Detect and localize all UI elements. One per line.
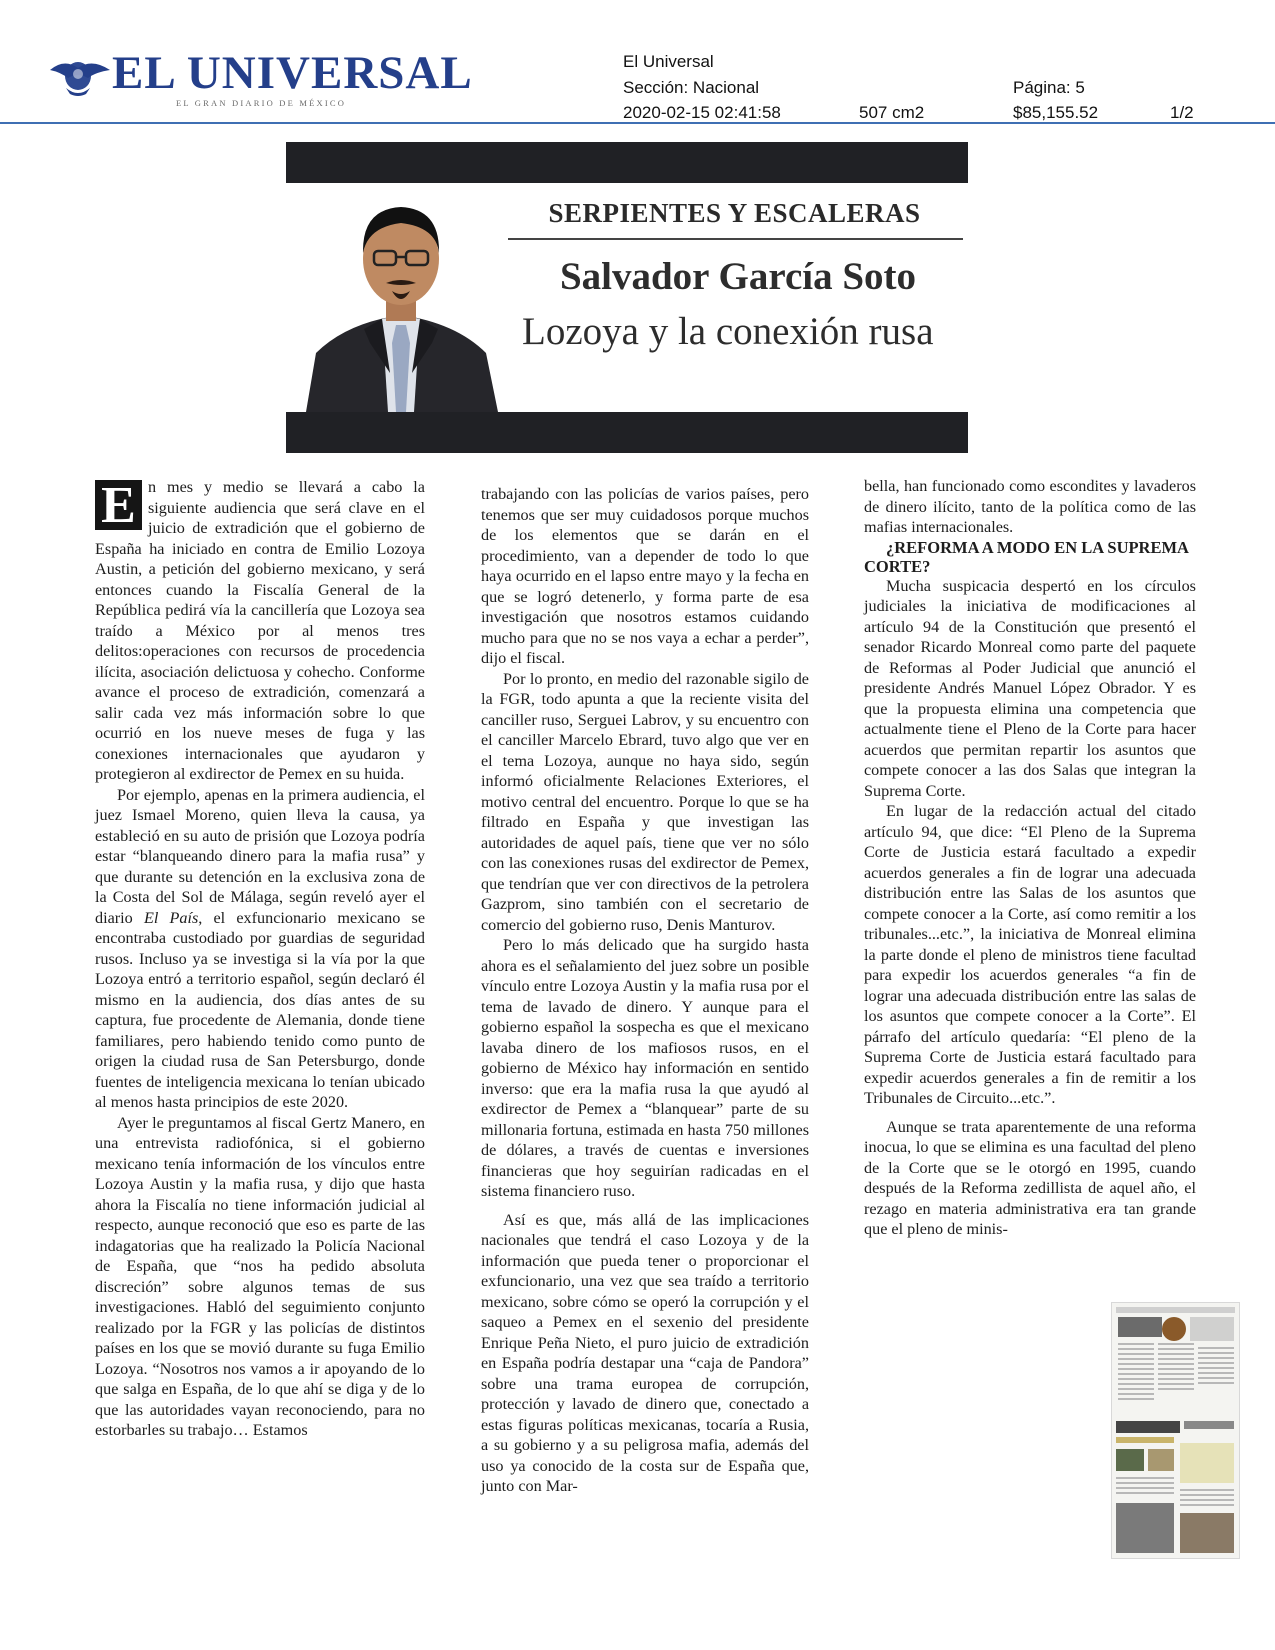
page-thumbnail [1111, 1302, 1240, 1559]
paragraph: Así es que, más allá de las implicaciones nacionales que tendrá el caso Lozoya y de la información que pueda tener o proporcionar el exfuncionario, una vez que sea traído a territorio mexicano, sobre cómo se operó la corrupción y el saqueo a Pemex en el sexenio del presidente Enrique Peña Nieto, el puro juicio de extradición en España podría destapar una “caja de Pandora” sobre una trama europea de corrupción, protección y lavado de dinero que, conectado a estas figuras políticas mexicanas, tocaría a Rusia, a su gobierno y a su peligrosa mafia, además del uso ya conocido de la costa sur de España que, junto con Mar- [481, 1210, 809, 1495]
meta-sheet: 1/2 [1170, 103, 1194, 122]
paragraph: n mes y medio se llevará a cabo la siguiente audiencia que será clave en el juicio de extradición que el gobierno de España ha iniciado en contra de Emilio Lozoya Austin, a petición del gobierno mexicano, y será entonces cuando la Fiscalía General de la República pedirá vía la cancillería que Lozoya sea traído a México por al menos tres delitos:operaciones con recursos de procedencia ilícita, asociación delictuosa y cohecho. Conforme avance el proceso de extradición, comenzará a salir cada vez más información sobre lo que ocurrió en los nueve meses de fuga y las conexiones internacionales que ayudaron y protegieron al exdirector de Pemex en su huida. [95, 478, 425, 783]
author-portrait [286, 183, 516, 412]
paragraph [95, 785, 425, 1113]
author-photo-icon [286, 183, 516, 412]
banner-bottom-bar [286, 412, 968, 453]
paragraph: trabajando con las policías de varios países, pero tenemos que ser muy cuidadosos porque muchos de los elementos que se darán en el procedimiento, van a depender de todo lo que haya ocurrido en el lapso entre mayo y la fecha en que se logró detenerlo, y forma parte de esa investigación que nosotros estamos cuidando mucho para que no se nos vaya a echar a perder”, dijo el fiscal. [481, 485, 809, 667]
paragraph: En lugar de la redacción actual del citado artículo 94, que dice: “El Pleno de la Suprema Corte de Justicia estará facultado a expedir acuerdos generales a fin de lograr una adecuada distribución entre las Salas de los asuntos que compete conocer a la Corte, así como remitir a los tribunales...etc.”, la iniciativa de Monreal elimina la parte donde el pleno de ministros tiene facultad para expedir los acuerdos generales “a fin de lograr una adecuada distribución entre las salas de los asuntos que compete conocer a la Corte”. El párrafo del artículo quedaría: “El pleno de la Suprema Corte de Justicia estará facultado para expedir acuerdos generales a fin de remitir a los Tribunales de Circuito...etc.”. [864, 802, 1196, 1107]
paragraph: bella, han funcionado como escondites y lavaderos de dinero ilícito, tanto de la política como de las mafias internacionales. [864, 477, 1196, 536]
section-subhead: ¿REFORMA A MODO EN LA SUPREMA CORTE? [864, 537, 1189, 576]
paragraph: Mucha suspicacia despertó en los círculos judiciales la iniciativa de modificaciones al artículo 94 de la Constitución que presentó el senador Ricardo Monreal como parte del paquete de Reformas al Poder Judicial que anunció el presidente Andrés Manuel López Obrador. Y es que la propuesta elimina una competencia que actualmente tiene el Pleno de la Corte para hacer acuerdos que permitan repartir los asuntos que compete conocer a las dos Salas que integran la Suprema Corte. [864, 576, 1196, 800]
meta-publication: El Universal [623, 52, 714, 71]
logo-wordmark: EL UNIVERSAL [112, 47, 473, 99]
paragraph-text: , el exfuncionario mexicano se encontraba custodiado por guardias de seguridad rusos. Incluso ya se investiga si la vía por la que Lozoya entró a territorio español, según declaró él mismo en la audiencia, dos días antes de su captura, fue procedente de Alemania, donde tiene familiares, pero habiendo tenido como punto de origen la ciudad rusa de San Petersburgo, donde fuentes de inteligencia mexicana lo tenían ubicado al menos hasta principios de este 2020. [95, 908, 425, 1111]
meta-area: 507 cm2 [859, 103, 925, 122]
eagle-emblem-icon [48, 52, 112, 98]
paragraph: Ayer le preguntamos al fiscal Gertz Manero, en una entrevista radiofónica, si el gobierno mexicano tenía información de los vínculos entre Lozoya Austin y la mafia rusa, y dijo que hasta ahora la Fiscalía no tiene información judicial al respecto, aunque reconoció que eso es parte de las indagatorias que ha realizado la Policía Nacional de España, que “nos ha pedido absoluta discreción” sobre algunos temas de sus investigaciones. Habló del seguimiento conjunto realizado por la FGR y las policías de distintos países en los que se movió durante su fuga Emilio Lozoya. “Nosotros nos vamos a ir apoyando de lo que salga en España, de lo que ahí se diga y de lo que las autoridades vayan reconociendo, para no estorbarles su trabajo… Estamos [95, 1113, 425, 1439]
article-column-1 [95, 477, 425, 1441]
newspaper-name: El País [143, 908, 199, 927]
meta-page: Página: 5 [1013, 78, 1085, 97]
paragraph: Aunque se trata aparentemente de una reforma inocua, lo que se elimina es una facultad del pleno de la Corte que se le otorgó en 1995, cuando después de la Reforma zedillista de aquel año, el rezago en materia administrativa era tan grande que el pleno de minis- [864, 1117, 1196, 1238]
column-banner [286, 142, 968, 453]
article-headline: Lozoya y la conexión rusa [522, 310, 934, 353]
paragraph: Por lo pronto, en medio del razonable sigilo de la FGR, todo apunta a que la reciente visita del canciller ruso, Serguei Labrov, y su encuentro con el canciller Marcelo Ebrard, tuvo algo que ver en el tema Lozoya, aunque no haya sido, según informó oficialmente Relaciones Exteriores, el motivo central del encuentro. Porque lo que se ha filtrado en España y que investigan las autoridades de aquel país, tiene que ver no sólo con las conexiones rusas del exdirector de Pemex, que tendrían que ver con directivos de la petrolera Gazprom, sino también con el secretario de comercio del gobierno ruso, Denis Manturov. [481, 669, 809, 934]
author-name: Salvador García Soto [559, 255, 917, 298]
column-name: SERPIENTES Y ESCALERAS [548, 198, 921, 228]
article-column-2 [481, 484, 809, 1497]
header-rule [0, 122, 1275, 124]
meta-section: Sección: Nacional [623, 78, 760, 97]
meta-datetime: 2020-02-15 02:41:58 [623, 103, 781, 122]
logo-tagline: EL GRAN DIARIO DE MÉXICO [176, 98, 347, 108]
article-column-3 [864, 476, 1196, 1240]
paragraph-text: Por ejemplo, apenas en la primera audiencia, el juez Ismael Moreno, quien lleva la causa, ya estableció en su auto de prisión que Lozoya podría estar “blanqueando dinero para la mafia rusa” y que durante su detención en la exclusiva zona de la Costa del Sol de Málaga, según reveló ayer el diario [95, 785, 425, 927]
el-universal-logo [48, 47, 478, 112]
newspaper-page-thumbnail-icon [1112, 1303, 1239, 1558]
meta-value: $85,155.52 [1013, 103, 1099, 122]
banner-top-bar [286, 142, 968, 183]
paragraph: Pero lo más delicado que ha surgido hasta ahora es el señalamiento del juez sobre un posible vínculo entre Lozoya Austin y la mafia rusa por el tema de lavado de dinero. Y aunque para el gobierno español la sospecha es que el mexicano lavaba dinero de los mafiosos rusos, en el gobierno de México hay información en sentido inverso: que era la mafia rusa la que ayudó al exdirector de Pemex a “blanquear” parte de su millonaria fortuna, estimada en hasta 750 millones de dólares, a través de cuentas e inversiones financieras que hoy seguirían radicadas en el sistema financiero ruso. [481, 936, 809, 1200]
banner-divider [508, 238, 963, 240]
drop-cap: E [95, 480, 142, 530]
